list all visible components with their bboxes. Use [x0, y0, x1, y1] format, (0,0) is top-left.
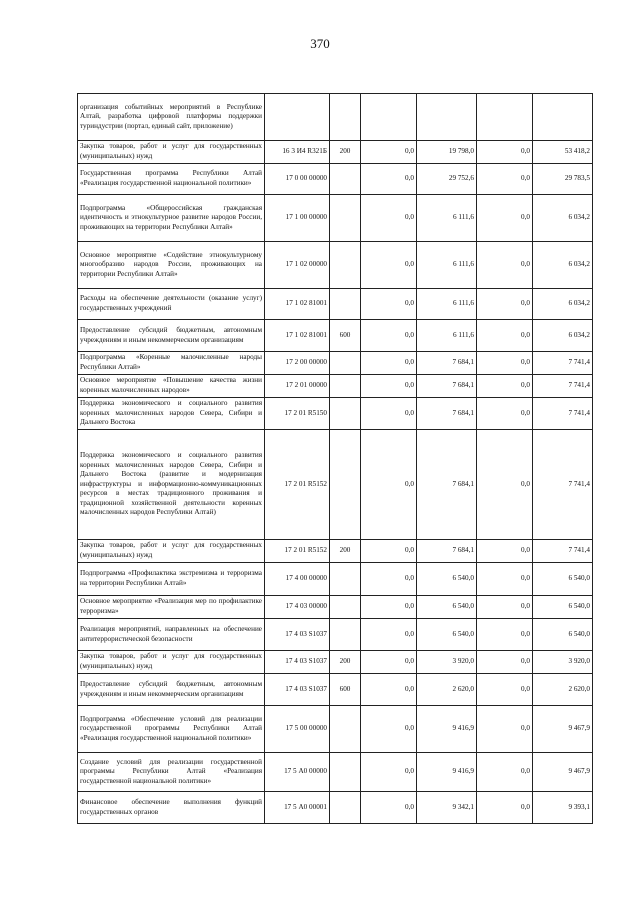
table-row [78, 706, 593, 753]
row-value-2-cell: 7 684,1 [417, 352, 477, 375]
row-expense-type-cell [330, 94, 361, 141]
row-value-2-cell: 9 342,1 [417, 792, 477, 824]
row-value-1-cell: 0,0 [361, 352, 417, 375]
table-row [78, 563, 593, 596]
row-expense-type-cell [330, 596, 361, 619]
row-name-cell: Финансовое обеспечение выполнения функций государственных органов [78, 792, 265, 824]
row-name-cell: Государственная программа Республики Алтай «Реализация государственной национальной политики» [78, 164, 265, 195]
row-value-1-cell: 0,0 [361, 651, 417, 674]
table-row [78, 289, 593, 320]
row-value-4-cell: 6 540,0 [533, 596, 593, 619]
row-expense-type-cell [330, 398, 361, 430]
row-value-1-cell: 0,0 [361, 540, 417, 563]
row-value-3-cell: 0,0 [477, 674, 533, 706]
row-code-cell: 17 5 00 00000 [265, 706, 330, 753]
row-value-1-cell: 0,0 [361, 753, 417, 792]
table-row [78, 651, 593, 674]
row-value-1-cell: 0,0 [361, 706, 417, 753]
row-value-4-cell: 6 540,0 [533, 619, 593, 651]
row-value-1-cell: 0,0 [361, 375, 417, 398]
row-code-cell: 17 4 03 00000 [265, 596, 330, 619]
row-code-cell: 16 3 И4 R321Б [265, 141, 330, 164]
row-expense-type-cell [330, 619, 361, 651]
row-value-4-cell: 7 741,4 [533, 540, 593, 563]
table-row [78, 352, 593, 375]
row-value-3-cell: 0,0 [477, 289, 533, 320]
row-code-cell: 17 2 00 00000 [265, 352, 330, 375]
row-value-1-cell: 0,0 [361, 320, 417, 352]
row-value-3-cell: 0,0 [477, 563, 533, 596]
row-expense-type-cell [330, 563, 361, 596]
row-value-1-cell: 0,0 [361, 674, 417, 706]
row-value-4-cell: 2 620,0 [533, 674, 593, 706]
row-value-4-cell: 7 741,4 [533, 398, 593, 430]
table-row [78, 674, 593, 706]
row-value-2-cell: 19 798,0 [417, 141, 477, 164]
row-value-4-cell: 7 741,4 [533, 375, 593, 398]
row-value-2-cell: 7 684,1 [417, 540, 477, 563]
row-code-cell: 17 5 А0 00001 [265, 792, 330, 824]
row-expense-type-cell [330, 792, 361, 824]
row-value-3-cell: 0,0 [477, 540, 533, 563]
row-expense-type-cell: 600 [330, 320, 361, 352]
row-expense-type-cell [330, 706, 361, 753]
row-code-cell: 17 4 03 S1037 [265, 674, 330, 706]
row-value-4-cell: 6 034,2 [533, 195, 593, 242]
row-value-3-cell: 0,0 [477, 398, 533, 430]
row-name-cell: Основное мероприятие «Реализация мер по профилактике терроризма» [78, 596, 265, 619]
row-value-3-cell: 0,0 [477, 352, 533, 375]
table-row [78, 619, 593, 651]
row-value-2-cell: 6 540,0 [417, 619, 477, 651]
row-value-3-cell: 0,0 [477, 706, 533, 753]
row-value-4-cell: 53 418,2 [533, 141, 593, 164]
row-code-cell: 17 4 03 S1037 [265, 619, 330, 651]
row-value-2-cell: 9 416,9 [417, 753, 477, 792]
row-value-4-cell: 9 467,9 [533, 706, 593, 753]
table-row [78, 753, 593, 792]
row-expense-type-cell: 200 [330, 540, 361, 563]
row-name-cell: Предоставление субсидий бюджетным, автономным учреждениям и иным некоммерческим организациям [78, 320, 265, 352]
row-value-4-cell: 6 034,2 [533, 320, 593, 352]
row-code-cell: 17 4 03 S1037 [265, 651, 330, 674]
row-value-1-cell [361, 94, 417, 141]
row-expense-type-cell: 200 [330, 141, 361, 164]
row-value-2-cell: 7 684,1 [417, 375, 477, 398]
row-expense-type-cell: 200 [330, 651, 361, 674]
row-code-cell: 17 2 01 R5150 [265, 398, 330, 430]
row-expense-type-cell [330, 164, 361, 195]
row-expense-type-cell [330, 375, 361, 398]
row-code-cell: 17 0 00 00000 [265, 164, 330, 195]
table-row [78, 596, 593, 619]
row-code-cell: 17 2 01 R5152 [265, 430, 330, 540]
row-name-cell: Основное мероприятие «Содействие этнокультурному многообразию народов России, проживающих на территории Республики Алтай» [78, 242, 265, 289]
row-value-3-cell: 0,0 [477, 619, 533, 651]
page-number: 370 [310, 36, 330, 51]
table-row [78, 792, 593, 824]
row-value-4-cell: 3 920,0 [533, 651, 593, 674]
row-name-cell: Закупка товаров, работ и услуг для государственных (муниципальных) нужд [78, 141, 265, 164]
row-value-1-cell: 0,0 [361, 563, 417, 596]
row-expense-type-cell: 600 [330, 674, 361, 706]
row-value-3-cell: 0,0 [477, 141, 533, 164]
row-value-4-cell: 7 741,4 [533, 430, 593, 540]
row-name-cell: Закупка товаров, работ и услуг для государственных (муниципальных) нужд [78, 651, 265, 674]
row-value-3-cell: 0,0 [477, 753, 533, 792]
row-code-cell: 17 2 01 00000 [265, 375, 330, 398]
row-value-3-cell: 0,0 [477, 651, 533, 674]
row-value-3-cell [477, 94, 533, 141]
row-name-cell: Создание условий для реализации государственной программы Республики Алтай «Реализация государственной национальной политики» [78, 753, 265, 792]
row-value-4-cell: 9 393,1 [533, 792, 593, 824]
row-name-cell: Подпрограмма «Общероссийская гражданская идентичность и этнокультурное развитие народов России, проживающих на территории Республики Алтай» [78, 195, 265, 242]
row-value-1-cell: 0,0 [361, 141, 417, 164]
row-value-4-cell: 7 741,4 [533, 352, 593, 375]
row-name-cell: Реализация мероприятий, направленных на обеспечение антитеррористической безопасности [78, 619, 265, 651]
row-name-cell: Предоставление субсидий бюджетным, автономным учреждениям и иным некоммерческим организациям [78, 674, 265, 706]
row-value-3-cell: 0,0 [477, 375, 533, 398]
row-name-cell: Подпрограмма «Профилактика экстремизма и терроризма на территории Республики Алтай» [78, 563, 265, 596]
table-row [78, 242, 593, 289]
row-value-1-cell: 0,0 [361, 430, 417, 540]
row-name-cell: Расходы на обеспечение деятельности (оказание услуг) государственных учреждений [78, 289, 265, 320]
row-value-2-cell: 6 111,6 [417, 242, 477, 289]
row-code-cell: 17 1 02 81001 [265, 289, 330, 320]
row-value-1-cell: 0,0 [361, 195, 417, 242]
row-name-cell: Поддержка экономического и социального развития коренных малочисленных народов Севера, Сибири и Дальнего Востока (развитие и модернизация инфраструктуры и информационно-коммуникационных ресурсов в местах традиционного проживания и традиционной хозяйственной деятельности коренных малочисленных народов Республики Алтай) [78, 430, 265, 540]
row-value-3-cell: 0,0 [477, 792, 533, 824]
row-value-2-cell: 6 111,6 [417, 320, 477, 352]
row-value-1-cell: 0,0 [361, 289, 417, 320]
row-code-cell: 17 2 01 R5152 [265, 540, 330, 563]
row-value-4-cell [533, 94, 593, 141]
row-value-1-cell: 0,0 [361, 242, 417, 289]
row-code-cell: 17 1 02 81001 [265, 320, 330, 352]
row-value-3-cell: 0,0 [477, 242, 533, 289]
row-value-1-cell: 0,0 [361, 164, 417, 195]
row-value-3-cell: 0,0 [477, 164, 533, 195]
row-value-1-cell: 0,0 [361, 398, 417, 430]
table-row [78, 320, 593, 352]
row-value-1-cell: 0,0 [361, 619, 417, 651]
row-expense-type-cell [330, 430, 361, 540]
row-value-3-cell: 0,0 [477, 320, 533, 352]
table-row [78, 141, 593, 164]
row-value-4-cell: 6 540,0 [533, 563, 593, 596]
row-code-cell: 17 5 А0 00000 [265, 753, 330, 792]
table-row [78, 195, 593, 242]
row-value-1-cell: 0,0 [361, 792, 417, 824]
row-code-cell: 17 4 00 00000 [265, 563, 330, 596]
table-row [78, 430, 593, 540]
row-value-2-cell: 6 111,6 [417, 289, 477, 320]
row-name-cell: Подпрограмма «Коренные малочисленные народы Республики Алтай» [78, 352, 265, 375]
row-value-4-cell: 9 467,9 [533, 753, 593, 792]
row-expense-type-cell [330, 242, 361, 289]
row-code-cell: 17 1 00 00000 [265, 195, 330, 242]
row-value-2-cell: 6 111,6 [417, 195, 477, 242]
row-code-cell [265, 94, 330, 141]
row-code-cell: 17 1 02 00000 [265, 242, 330, 289]
table-row [78, 164, 593, 195]
table-row [78, 375, 593, 398]
table-row [78, 398, 593, 430]
row-name-cell: Основное мероприятие «Повышение качества жизни коренных малочисленных народов» [78, 375, 265, 398]
row-value-4-cell: 6 034,2 [533, 242, 593, 289]
row-name-cell: Поддержка экономического и социального развития коренных малочисленных народов Севера, Сибири и Дальнего Востока [78, 398, 265, 430]
row-value-4-cell: 6 034,2 [533, 289, 593, 320]
row-value-3-cell: 0,0 [477, 596, 533, 619]
table-row [78, 94, 593, 141]
row-value-2-cell: 6 540,0 [417, 563, 477, 596]
row-value-2-cell: 6 540,0 [417, 596, 477, 619]
row-value-2-cell: 9 416,9 [417, 706, 477, 753]
row-expense-type-cell [330, 352, 361, 375]
row-value-2-cell: 3 920,0 [417, 651, 477, 674]
row-expense-type-cell [330, 753, 361, 792]
row-name-cell: Закупка товаров, работ и услуг для государственных (муниципальных) нужд [78, 540, 265, 563]
row-value-4-cell: 29 783,5 [533, 164, 593, 195]
row-name-cell: Подпрограмма «Обеспечение условий для реализации государственной программы Республики Алтай «Реализация государственной национальной политики» [78, 706, 265, 753]
row-value-3-cell: 0,0 [477, 430, 533, 540]
table-body [78, 94, 593, 824]
table-row [78, 540, 593, 563]
row-value-2-cell: 7 684,1 [417, 398, 477, 430]
row-value-3-cell: 0,0 [477, 195, 533, 242]
budget-table [77, 93, 593, 824]
row-name-cell: организация событийных мероприятий в Республике Алтай, разработка цифровой платформы поддержки туриндустрии (портал, единый сайт, приложение) [78, 94, 265, 141]
row-value-1-cell: 0,0 [361, 596, 417, 619]
row-value-2-cell: 2 620,0 [417, 674, 477, 706]
row-expense-type-cell [330, 289, 361, 320]
row-expense-type-cell [330, 195, 361, 242]
row-value-2-cell: 7 684,1 [417, 430, 477, 540]
row-value-2-cell: 29 752,6 [417, 164, 477, 195]
row-value-2-cell [417, 94, 477, 141]
